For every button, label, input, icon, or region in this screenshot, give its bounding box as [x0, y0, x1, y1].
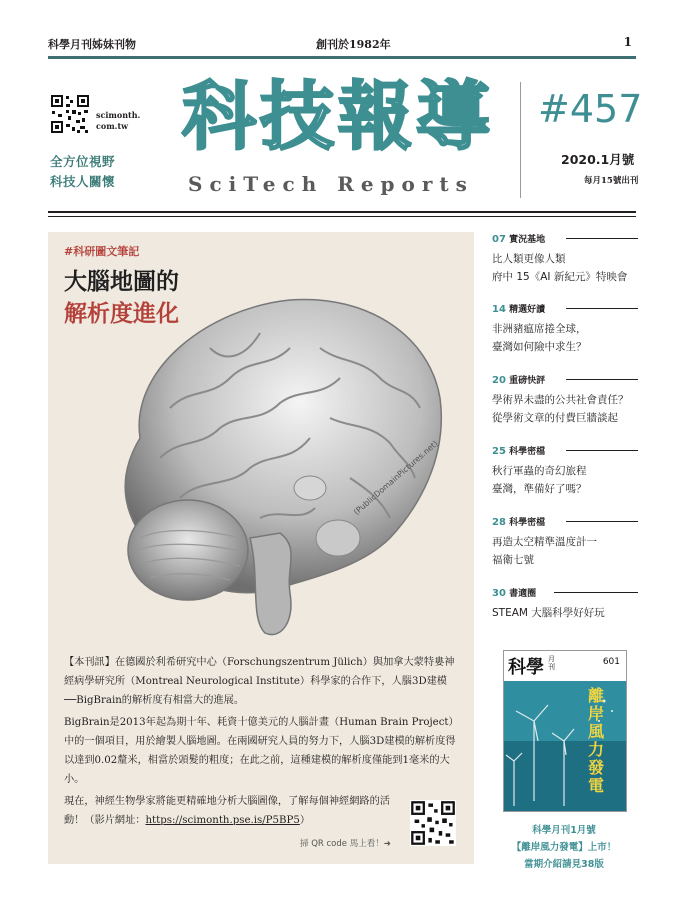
toc-rule	[554, 592, 638, 593]
scan-qr-hint: 掃 QR code 馬上看！➜	[300, 839, 391, 849]
article-paragraph: 【本刊訊】在德國於利希研究中心（Forschungszentrum Jülich）與加拿大蒙特婁神經病學研究所（Montreal Neurological Institute）科學家的合作下，人腦3D建模──BigBrain的解析度有相當大的進展。	[64, 657, 455, 706]
masthead-topbar	[48, 34, 636, 56]
article-body	[64, 653, 462, 830]
toc-item[interactable]: 14 精選好讀 非洲豬瘟席捲全球， 臺灣如何險中求生？	[492, 302, 638, 356]
toc-rule	[566, 238, 638, 239]
masthead-rule	[48, 211, 636, 213]
toc-item[interactable]: 30 書適圈 STEAM 大腦科學好好玩	[492, 586, 638, 622]
article-paragraph: BigBrain是2013年起為期十年、耗資十億美元的人腦計畫（Human Brain Project）中的一個項目，用於繪製人腦地圖。在兩國研究人員的努力下，人腦3D建模的解析度得以達到0.02釐米，相當於頭髮的粗度；在此之前，這種建模的解析度僅能到1毫米的大小。	[64, 717, 459, 785]
magazine-name-small: 月刊	[548, 655, 555, 671]
toc-rule	[566, 450, 638, 451]
toc-rule	[566, 308, 638, 309]
masthead-rule-thin	[48, 216, 636, 217]
masthead-divider	[520, 82, 521, 198]
toc-item[interactable]: 07 實況基地 比人類更像人類 府中 15《AI 新紀元》特映會	[492, 232, 638, 286]
magazine-cover[interactable]	[503, 650, 627, 812]
article-title-line1: 大腦地圖的	[64, 269, 179, 295]
issue-number: #457	[538, 87, 643, 131]
toc-item[interactable]: 20 重磅快評 學術界未盡的公共社會責任？ 從學術文章的付費巨牆談起	[492, 373, 638, 427]
issue-date: 2020.1月號	[561, 152, 635, 167]
page-number: 1	[623, 35, 632, 49]
slogan: 全方位視野 科技人關懷	[50, 154, 116, 189]
image-credit: (PublicDomainPictures.net)	[352, 438, 440, 517]
publication-logo-english: SciTech Reports	[188, 172, 474, 196]
magazine-caption: 科學月刊1月號 【離岸風力發電】上市！ 當期介紹請見38版	[511, 825, 617, 870]
article-tag[interactable]: #科研圖文筆記	[64, 245, 140, 258]
sister-publication: 科學月刊姊妹刊物	[48, 38, 136, 51]
video-link[interactable]: https://scimonth.pse.is/P5BP5	[145, 815, 300, 826]
top-rule	[48, 56, 636, 59]
magazine-issue: 601	[602, 657, 620, 667]
article-title-line2: 解析度進化	[64, 301, 179, 327]
website-url[interactable]: scimonth. com.tw	[96, 110, 141, 131]
publication-frequency: 每月15號出刊	[584, 176, 639, 186]
magazine-name: 科學	[508, 657, 544, 678]
qr-code-icon[interactable]	[50, 94, 90, 134]
video-qr-code-icon[interactable]	[410, 800, 456, 846]
cover-headline: 離岸風力發電	[588, 686, 605, 795]
toc-item[interactable]: 25 科學密檔 秋行軍蟲的奇幻旅程 臺灣，準備好了嗎？	[492, 444, 638, 498]
founded-note: 創刊於1982年	[316, 38, 391, 51]
brain-illustration	[100, 288, 450, 640]
toc-rule	[566, 521, 638, 522]
toc-item[interactable]: 28 科學密檔 再造太空精準溫度計一 福衛七號	[492, 515, 638, 569]
publication-logo: 科技報導	[182, 74, 494, 160]
article-paragraph: 現在，神經生物學家將能更精確地分析大腦圖像，了解每個神經網路的活動！（影片網址：https://scimonth.pse.is/P5BP5）	[64, 796, 390, 826]
toc-rule	[566, 379, 638, 380]
